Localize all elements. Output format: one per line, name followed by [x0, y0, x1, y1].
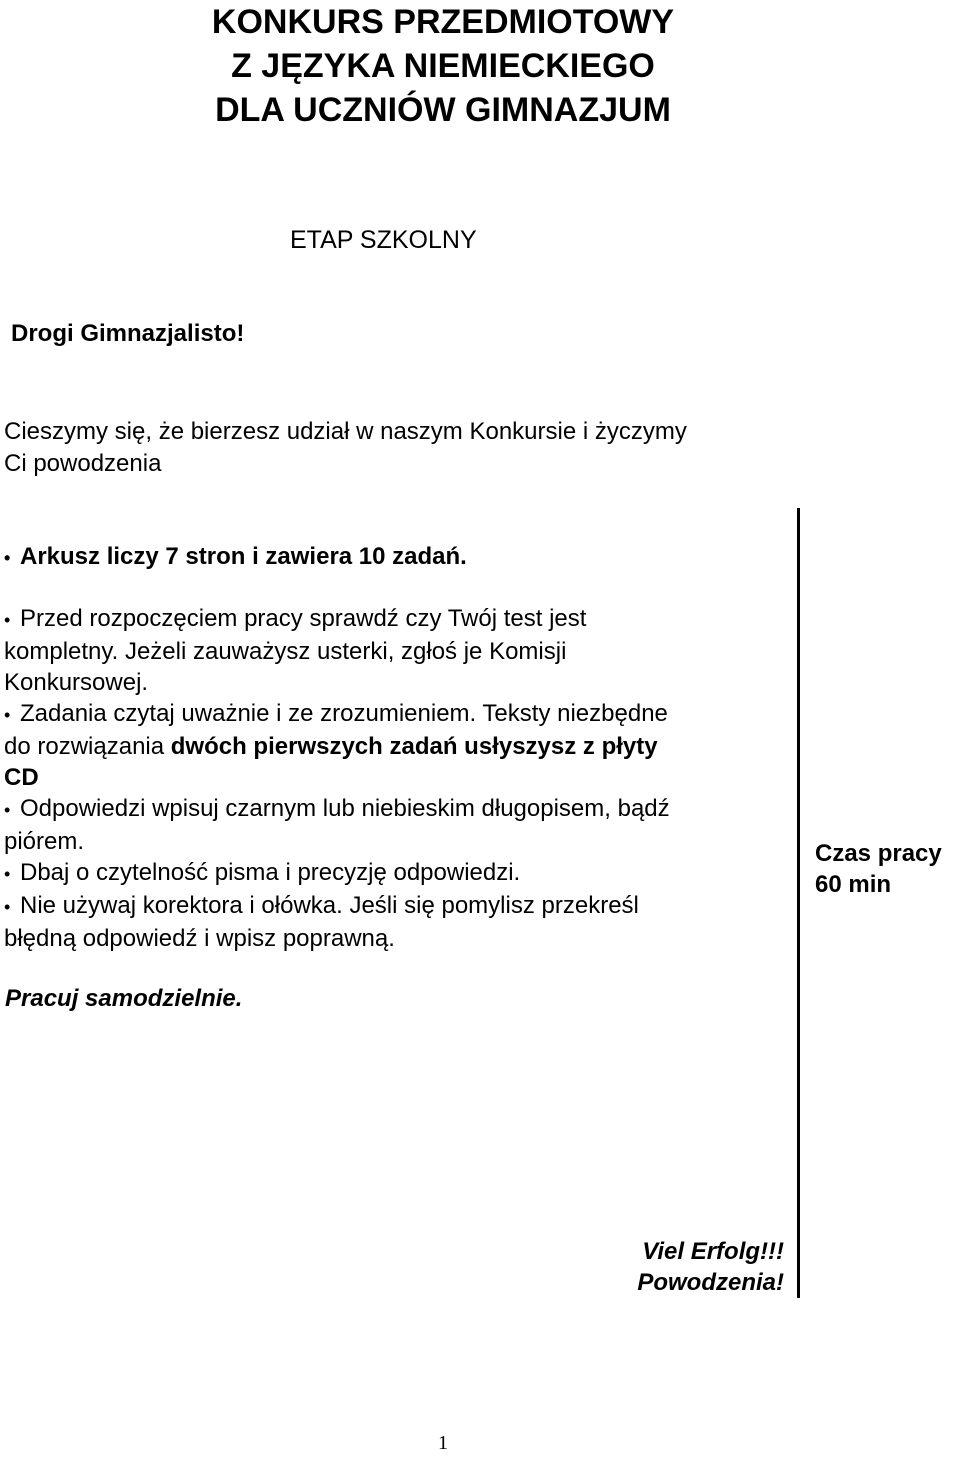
- time-value: 60 min: [815, 871, 892, 898]
- bullet-icon: •: [4, 800, 11, 820]
- work-alone-note: Pracuj samodzielnie.: [5, 985, 243, 1012]
- rule-2-line-3: Konkursowej.: [4, 669, 149, 696]
- bullet-icon: •: [4, 864, 11, 884]
- bullet-icon: •: [4, 705, 11, 725]
- title-line-1: KONKURS PRZEDMIOTOWY: [211, 3, 675, 41]
- rule-1-text: Arkusz liczy 7 stron i zawiera 10 zadań.: [20, 543, 467, 570]
- time-label: Czas pracy: [815, 840, 942, 867]
- stage-label: ETAP SZKOLNY: [290, 226, 477, 254]
- time-box: [815, 838, 942, 900]
- intro-line-2: Ci powodzenia: [4, 450, 162, 477]
- document-title: [0, 0, 886, 132]
- intro-line-1: Cieszymy się, że bierzesz udział w naszym Konkursie i życzymy: [4, 418, 687, 445]
- bullet-icon: •: [4, 897, 11, 917]
- rule-3-line-3: CD: [4, 764, 39, 791]
- title-line-3: DLA UCZNIÓW GIMNAZJUM: [215, 91, 671, 129]
- bullet-icon: •: [4, 548, 11, 568]
- title-line-2: Z JĘZYKA NIEMIECKIEGO: [231, 47, 655, 85]
- rule-3-line-1: • Zadania czytaj uważnie i ze zrozumieniem. Teksty niezbędne: [4, 698, 670, 731]
- intro-text: [4, 416, 687, 480]
- rule-6-line-1: • Nie używaj korektora i ołówka. Jeśli się pomylisz przekreśl: [4, 890, 670, 923]
- rule-6-line-2: błędną odpowiedź i wpisz poprawną.: [4, 925, 395, 952]
- rule-list: [4, 603, 670, 954]
- bullet-icon: •: [4, 610, 11, 630]
- rule-3-line-2: do rozwiązania dwóch pierwszych zadań usłyszysz z płyty: [4, 733, 658, 760]
- rule-4-line-2: piórem.: [4, 828, 85, 855]
- farewell-polish: Powodzenia!: [637, 1269, 784, 1296]
- vertical-divider: [797, 508, 800, 1298]
- rule-2-line-2: kompletny. Jeżeli zauważysz usterki, zgłoś je Komisji: [4, 638, 567, 665]
- farewell-german: Viel Erfolg!!!: [642, 1238, 784, 1265]
- rule-4-line-1: • Odpowiedzi wpisuj czarnym lub niebieskim długopisem, bądź: [4, 793, 670, 826]
- rule-1: [4, 541, 467, 574]
- page-number: 1: [438, 1432, 448, 1454]
- greeting: Drogi Gimnazjalisto!: [11, 320, 245, 347]
- farewell: [600, 1236, 784, 1298]
- rule-2-line-1: • Przed rozpoczęciem pracy sprawdź czy Twój test jest: [4, 603, 670, 636]
- rule-5: • Dbaj o czytelność pisma i precyzję odpowiedzi.: [4, 857, 670, 890]
